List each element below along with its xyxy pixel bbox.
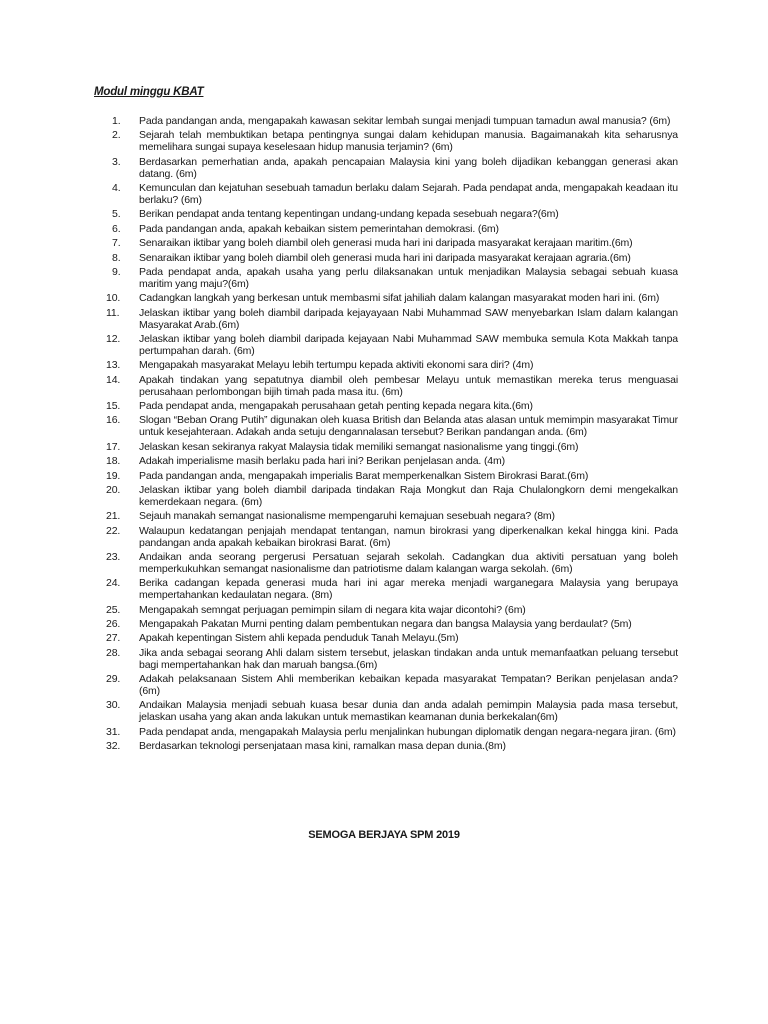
item-number: 26. [106, 618, 121, 631]
item-number: 23. [106, 551, 121, 563]
list-item [104, 415, 678, 439]
item-text: Berikan pendapat anda tentang kepentingan undang-undang kepada sesebuah negara?(6m) [139, 208, 559, 221]
item-text: Apakah tindakan yang sepatutnya diambil oleh pembesar Melayu untuk memastikan mereka terus menguasai perusahaan perlombongan bijih timah pada masa itu. (6m) [139, 373, 678, 398]
list-item [104, 401, 678, 413]
list-item [104, 552, 678, 576]
item-text: Cadangkan langkah yang berkesan untuk membasmi sifat jahiliah dalam kalangan masyarakat moden hari ini. (6m) [139, 292, 660, 305]
list-item [104, 267, 678, 291]
list-item [104, 375, 678, 399]
item-text: Mengapakah Pakatan Murni penting dalam pembentukan negara dan bangsa Malaysia yang berdaulat? (5m) [139, 618, 632, 631]
list-item [104, 116, 678, 128]
item-text: Pada pendapat anda, apakah usaha yang perlu dilaksanakan untuk menjadikan Malaysia sebagai sebuah kuasa maritim yang maju?(6m) [139, 265, 678, 290]
item-text: Pada pandangan anda, apakah kebaikan sistem pemerintahan demokrasi. (6m) [139, 222, 499, 235]
item-text: Pada pandangan anda, mengapakah imperialis Barat memperkenalkan Sistem Birokrasi Barat.(6m) [139, 469, 589, 482]
item-number: 32. [106, 740, 121, 753]
list-item [104, 471, 678, 483]
item-text: Pada pendapat anda, mengapakah Malaysia perlu menjalinkan hubungan diplomatik dengan negara-negara jiran. (6m) [139, 725, 676, 738]
item-text: Apakah kepentingan Sistem ahli kepada penduduk Tanah Melayu.(5m) [139, 632, 459, 645]
list-item [104, 238, 678, 250]
item-number: 16. [106, 414, 121, 427]
list-item [104, 578, 678, 602]
list-item [104, 741, 678, 753]
list-item [104, 209, 678, 221]
list-item [104, 727, 678, 739]
item-number: 3. [112, 155, 121, 168]
list-item [104, 700, 678, 724]
list-item [104, 130, 678, 154]
item-number: 22. [106, 524, 121, 537]
item-text: Walaupun kedatangan penjajah mendapat tentangan, namun birokrasi yang diperkenalkan kekal hingga kini. Pada pandangan anda apakah kebaikan birokrasi Barat. (6m) [139, 524, 678, 549]
list-item [104, 157, 678, 181]
list-item [104, 183, 678, 207]
item-number: 12. [106, 333, 121, 345]
item-number: 6. [112, 222, 121, 235]
item-text: Slogan “Beban Orang Putih” digunakan oleh kuasa British dan Belanda atas alasan untuk memimpin masyarakat Timur untuk kesejahteraan. Adakah anda setuju dengannalasan tersebut? Berikan pandangan anda. (6m) [139, 414, 678, 439]
item-number: 4. [112, 182, 121, 195]
list-item [104, 485, 678, 509]
item-number: 29. [106, 673, 121, 686]
list-item [104, 308, 678, 332]
item-text: Andaikan anda seorang pergerusi Persatuan sejarah sekolah. Cadangkan dua aktiviti persatuan yang boleh memperkukuhkan semangat nasionalisme dan patriotisme dalam kalangan warga sekolah. (6m) [139, 551, 678, 575]
list-item [104, 456, 678, 468]
item-text: Berdasarkan teknologi persenjataan masa kini, ramalkan masa depan dunia.(8m) [139, 740, 506, 753]
item-number: 27. [106, 632, 121, 645]
item-number: 18. [106, 455, 121, 468]
list-item [104, 334, 678, 358]
item-text: Pada pandangan anda, mengapakah kawasan sekitar lembah sungai menjadi tumpuan tamadun awal manusia? (6m) [139, 115, 671, 127]
item-number: 19. [106, 469, 121, 482]
item-text: Jika anda sebagai seorang Ahli dalam sistem tersebut, jelaskan tindakan anda untuk memanfaatkan peluang tersebut bagi mempertahankan hak dan maruah bangsa.(6m) [139, 646, 678, 671]
item-text: Jelaskan kesan sekiranya rakyat Malaysia tidak memiliki semangat nasionalisme yang tinggi.(6m) [139, 440, 579, 453]
item-number: 17. [106, 440, 121, 453]
item-text: Andaikan Malaysia menjadi sebuah kuasa besar dunia dan anda adalah pemimpin Malaysia pada masa tersebut, jelaskan usaha yang akan anda lakukan untuk memastikan keamanan dunia berkekalan(6m) [139, 699, 678, 724]
list-item [104, 674, 678, 698]
item-number: 31. [106, 725, 121, 738]
list-item [104, 224, 678, 236]
item-number: 24. [106, 577, 121, 590]
item-number: 15. [106, 400, 121, 413]
list-item [104, 293, 678, 305]
item-number: 28. [106, 646, 121, 659]
item-text: Adakah imperialisme masih berlaku pada hari ini? Berikan penjelasan anda. (4m) [139, 455, 505, 468]
list-item [104, 253, 678, 265]
list-item [104, 619, 678, 631]
item-text: Senaraikan iktibar yang boleh diambil oleh generasi muda hari ini daripada masyarakat kerajaan agraria.(6m) [139, 251, 631, 264]
item-number: 21. [106, 510, 121, 523]
item-number: 5. [112, 208, 121, 221]
item-text: Sejauh manakah semangat nasionalisme mempengaruhi kemajuan sesebuah negara? (8m) [139, 510, 555, 523]
item-number: 20. [106, 483, 121, 496]
footer-text: SEMOGA BERJAYA SPM 2019 [308, 829, 460, 841]
item-text: Berika cadangan kepada generasi muda hari ini agar mereka menjadi warganegara Malaysia yang berupaya mempertahankan kedaulatan negara. (8m) [139, 577, 678, 602]
item-number: 9. [112, 265, 121, 278]
item-number: 2. [112, 129, 121, 142]
item-number: 13. [106, 359, 121, 372]
item-text: Jelaskan iktibar yang boleh diambil daripada tindakan Raja Mongkut dan Raja Chulalongkorn demi mengekalkan kemerdekaan negara. (6m) [139, 483, 678, 508]
list-item [104, 605, 678, 617]
list-item [104, 442, 678, 454]
list-item [104, 526, 678, 550]
item-text: Pada pendapat anda, mengapakah perusahaan getah penting kepada negara kita.(6m) [139, 400, 533, 413]
item-number: 11. [106, 306, 120, 319]
item-text: Jelaskan iktibar yang boleh diambil daripada kejayayaan Nabi Muhammad SAW menyebarkan Islam dalam kalangan Masyarakat Arab.(6m) [139, 306, 678, 331]
item-text: Berdasarkan pemerhatian anda, apakah pencapaian Malaysia kini yang boleh dijadikan kebanggan generasi akan datang. (6m) [139, 155, 678, 180]
list-item [104, 648, 678, 672]
item-text: Mengapakah semngat perjuagan pemimpin silam di negara kita wajar dicontohi? (6m) [139, 603, 526, 616]
item-number: 1. [112, 115, 121, 127]
item-text: Kemunculan dan kejatuhan sesebuah tamadun berlaku dalam Sejarah. Pada pendapat anda, mengapakah keadaan itu berlaku? (6m) [139, 182, 678, 206]
list-item [104, 633, 678, 645]
item-text: Jelaskan iktibar yang boleh diambil daripada kejayaan Nabi Muhammad SAW membuka semula Kota Makkah tanpa pertumpahan darah. (6m) [139, 333, 678, 357]
item-number: 14. [106, 373, 121, 386]
item-text: Senaraikan iktibar yang boleh diambil oleh generasi muda hari ini daripada masyarakat kerajaan maritim.(6m) [139, 237, 633, 250]
item-number: 8. [112, 251, 121, 264]
item-text: Adakah pelaksanaan Sistem Ahli memberikan kebaikan kepada masyarakat Tempatan? Berikan penjelasan anda? (6m) [139, 673, 678, 698]
list-item [104, 360, 678, 372]
page-title: Modul minggu KBAT [94, 86, 204, 98]
question-list [104, 116, 678, 756]
item-text: Mengapakah masyarakat Melayu lebih tertumpu kepada aktiviti ekonomi sara diri? (4m) [139, 359, 534, 372]
item-number: 25. [106, 603, 121, 616]
item-text: Sejarah telah membuktikan betapa pentingnya sungai dalam kehidupan manusia. Bagaimanakah kita seharusnya memelihara sungai supaya keselesaan hidup manusia terjamin? (6m) [139, 129, 678, 154]
item-number: 7. [112, 237, 121, 250]
item-number: 10. [106, 292, 121, 305]
item-number: 30. [106, 699, 121, 712]
list-item [104, 511, 678, 523]
